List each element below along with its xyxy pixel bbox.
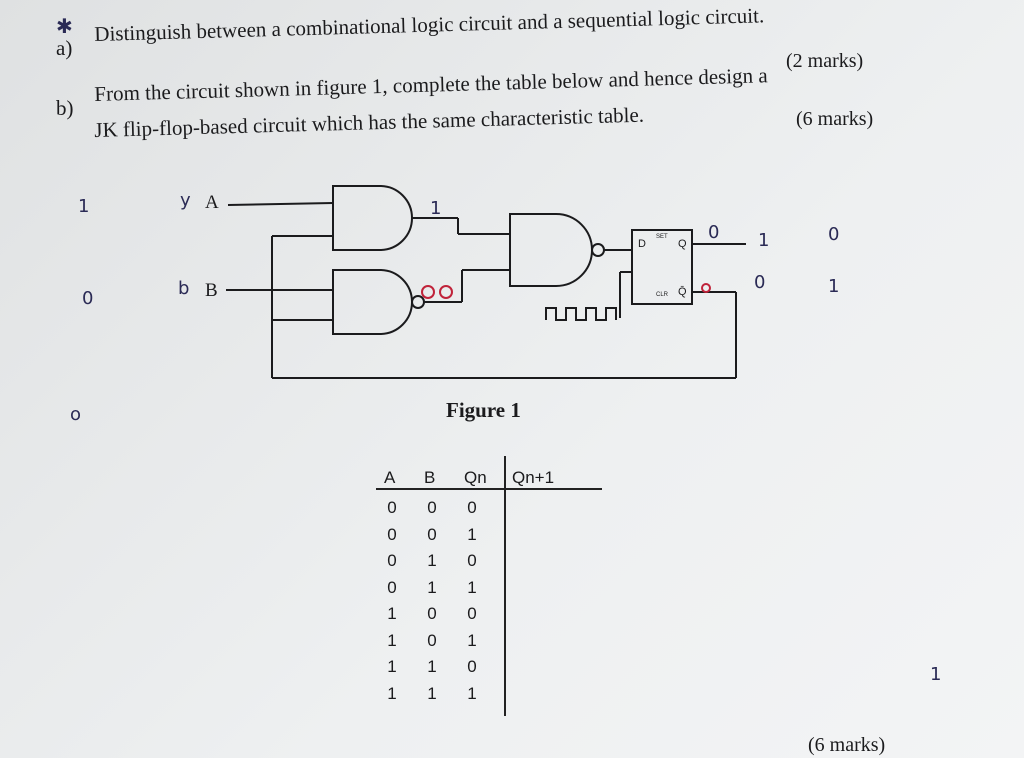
star-mark: ✱: [56, 14, 73, 38]
input-b-label: B: [205, 280, 218, 301]
question-b-line2: JK flip-flop-based circuit which has the same characteristic table.: [94, 102, 645, 142]
hand-mid-1: 1: [430, 198, 442, 219]
cell-qn: 0: [467, 551, 477, 570]
header-qn1: Qn+1: [512, 468, 555, 487]
cell-b: 1: [427, 657, 437, 676]
header-a: A: [384, 468, 396, 487]
cell-qn: 0: [467, 604, 477, 623]
cell-qn: 1: [467, 524, 477, 544]
hand-right-0-top: 0: [708, 222, 720, 243]
table-divider-horizontal: [376, 488, 602, 490]
cell-b: 1: [427, 683, 437, 703]
hand-b1: b: [178, 278, 190, 299]
bottom-marks: (6 marks): [808, 734, 886, 756]
hand-y1: y: [180, 190, 191, 211]
ff-qbar-label: Q̄: [678, 286, 687, 298]
hand-left-0: 0: [82, 288, 94, 309]
question-a-marks: (2 marks): [786, 50, 864, 72]
cell-a: 1: [387, 604, 397, 623]
cell-qn: 0: [467, 498, 477, 517]
cell-a: 1: [387, 683, 397, 703]
question-a-label: a): [56, 36, 73, 60]
question-b-label: b): [56, 96, 74, 120]
question-a-text: Distinguish between a combinational logic circuit and a sequential logic circuit.: [94, 3, 765, 46]
input-a-label: A: [205, 192, 219, 213]
cell-qn: 1: [467, 683, 477, 703]
cell-a: 0: [387, 551, 397, 570]
cell-a: 0: [387, 577, 397, 597]
cell-qn: 0: [467, 657, 477, 676]
cell-b: 0: [427, 498, 437, 517]
cell-b: 0: [427, 630, 437, 650]
cell-a: 0: [387, 524, 397, 544]
hand-side-o: o: [70, 404, 82, 425]
figure-caption: Figure 1: [446, 398, 521, 422]
hand-far-right-1: 1: [930, 664, 942, 685]
question-b-marks: (6 marks): [796, 108, 874, 130]
ff-d-label: D: [638, 238, 646, 250]
cell-b: 0: [427, 524, 437, 544]
table-divider-vertical: [504, 456, 506, 716]
ff-q-label: Q: [678, 238, 687, 250]
cell-b: 0: [427, 604, 437, 623]
header-b: B: [424, 468, 436, 487]
hand-right-0-mid: 0: [754, 272, 766, 293]
cell-a: 0: [387, 498, 397, 517]
hand-right-0-top2: 0: [828, 224, 840, 245]
header-qn: Qn: [464, 468, 487, 487]
question-b-line1: From the circuit shown in figure 1, complete the table below and hence design a: [94, 63, 768, 106]
cell-b: 1: [427, 577, 437, 597]
hand-left-1: 1: [78, 196, 90, 217]
cell-qn: 1: [467, 577, 477, 597]
hand-right-1-top: 1: [758, 230, 770, 251]
cell-a: 1: [387, 630, 397, 650]
cell-a: 1: [387, 657, 397, 676]
ff-set-label: SET: [656, 234, 668, 240]
cell-qn: 1: [467, 630, 477, 650]
ff-clr-label: CLR: [656, 292, 669, 298]
hand-right-1-mid: 1: [828, 276, 840, 297]
cell-b: 1: [427, 551, 437, 570]
